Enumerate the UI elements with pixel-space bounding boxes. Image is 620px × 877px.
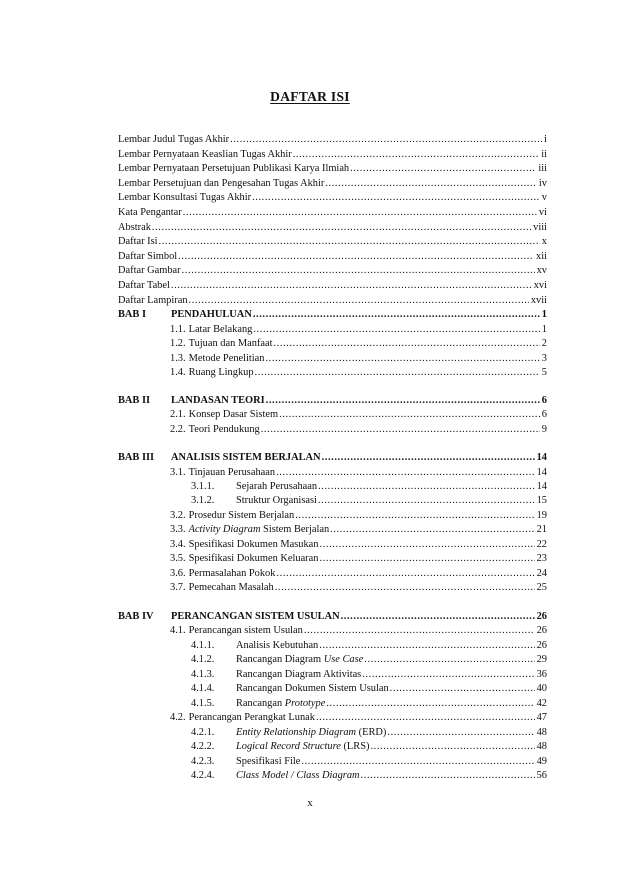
- toc-row: [118, 221, 547, 234]
- entry-title: [189, 337, 273, 350]
- entry-title: [236, 726, 386, 739]
- toc-row: [191, 697, 547, 710]
- page-ref: 42: [536, 698, 547, 709]
- section-number: 1.1.: [170, 324, 186, 335]
- page-ref: 6: [541, 409, 547, 420]
- page-ref: 47: [536, 712, 547, 723]
- entry-title: [189, 323, 253, 336]
- entry-title: [118, 221, 151, 234]
- section-number: 4.1.: [170, 625, 186, 636]
- entry-title-text: Tujuan dan Manfaat: [188, 338, 273, 349]
- entry-title-italic: Activity Diagram: [188, 524, 261, 535]
- entry-title: [118, 206, 182, 219]
- entry-title: [118, 148, 292, 161]
- entry-title-text: Spesifikasi Dokumen Keluaran: [188, 553, 319, 564]
- dot-leader: [326, 697, 534, 710]
- page-ref: iii: [538, 163, 547, 174]
- entry-title-text: Rancangan Diagram Aktivitas: [236, 669, 362, 680]
- entry-title-text: PERANCANGAN SISTEM USULAN: [171, 611, 340, 622]
- section-number: 3.1.: [170, 467, 186, 478]
- dot-leader: [276, 466, 535, 479]
- toc-row: [191, 726, 547, 739]
- page-ref: 26: [536, 625, 547, 636]
- toc-chapter-row: [118, 451, 547, 464]
- toc-chapter-row: [118, 308, 547, 321]
- entry-title-text: Spesifikasi File: [236, 756, 301, 767]
- page-ref: 40: [536, 683, 547, 694]
- page-ref: 15: [536, 495, 547, 506]
- section-number: 4.1.3.: [191, 669, 215, 680]
- entry-title-text: Kata Pengantar: [118, 207, 182, 218]
- dot-leader: [253, 323, 539, 336]
- entry-title: [118, 133, 229, 146]
- entry-title-italic: Use Case: [323, 654, 364, 665]
- page-ref: 48: [536, 727, 547, 738]
- page-ref: ii: [541, 149, 547, 160]
- entry-title: [189, 366, 254, 379]
- entry-title: [118, 235, 158, 248]
- entry-title-text: Prosedur Sistem Berjalan: [188, 510, 295, 521]
- entry-title-text: Daftar Isi: [118, 236, 158, 247]
- entry-title-text: Latar Belakang: [188, 324, 253, 335]
- toc-row: [170, 552, 547, 565]
- entry-title-text: (LRS): [340, 741, 370, 752]
- entry-title: [171, 308, 252, 321]
- section-number: 1.4.: [170, 367, 186, 378]
- page-ref: 1: [541, 309, 547, 320]
- page-ref: xvii: [530, 295, 547, 306]
- entry-title: [236, 682, 389, 695]
- page-ref: i: [544, 134, 547, 145]
- dot-leader: [370, 740, 534, 753]
- entry-title-text: Pemecahan Masalah: [188, 582, 274, 593]
- section-number: 1.3.: [170, 353, 186, 364]
- toc-row: [191, 769, 547, 782]
- dot-leader: [152, 221, 531, 234]
- dot-leader: [265, 352, 539, 365]
- dot-leader: [330, 523, 534, 536]
- dot-leader: [319, 538, 534, 551]
- page-ref: 49: [536, 756, 547, 767]
- entry-title-text: Perancangan sistem Usulan: [188, 625, 303, 636]
- page-ref: x: [541, 236, 547, 247]
- toc-row: [191, 668, 547, 681]
- entry-title-text: Struktur Organisasi: [236, 495, 317, 506]
- toc-row: [191, 682, 547, 695]
- entry-title-text: Metode Penelitian: [188, 353, 265, 364]
- toc-row: [118, 250, 547, 263]
- entry-title: [236, 653, 363, 666]
- entry-title: [171, 394, 265, 407]
- page-ref: xv: [536, 265, 547, 276]
- toc-row: [170, 581, 547, 594]
- dot-leader: [293, 148, 540, 161]
- dot-leader: [319, 639, 534, 652]
- entry-title-text: Teori Pendukung: [188, 424, 260, 435]
- page-ref: v: [541, 192, 547, 203]
- dot-leader: [279, 408, 540, 421]
- entry-title-text: Tinjauan Perusahaan: [188, 467, 276, 478]
- toc-row: [170, 337, 547, 350]
- section-number: 3.6.: [170, 568, 186, 579]
- dot-leader: [189, 294, 529, 307]
- entry-title-text: Sistem Berjalan: [260, 524, 330, 535]
- toc-chapter-row: [118, 394, 547, 407]
- dot-leader: [275, 581, 535, 594]
- page-ref: 21: [536, 524, 547, 535]
- entry-title: [189, 352, 265, 365]
- entry-title: [236, 697, 325, 710]
- page-ref: 14: [536, 481, 547, 492]
- entry-title: [189, 466, 275, 479]
- dot-leader: [387, 726, 534, 739]
- page-number: x: [307, 797, 313, 809]
- page-ref: 36: [536, 669, 547, 680]
- section-number: 3.4.: [170, 539, 186, 550]
- entry-title-text: LANDASAN TEORI: [171, 395, 265, 406]
- entry-title-text: Spesifikasi Dokumen Masukan: [188, 539, 319, 550]
- entry-title: [171, 610, 340, 623]
- page-ref: 25: [536, 582, 547, 593]
- entry-title: [189, 538, 319, 551]
- entry-title: [118, 177, 324, 190]
- page-ref: 5: [541, 367, 547, 378]
- dot-leader: [171, 279, 532, 292]
- entry-title: [118, 294, 188, 307]
- entry-title-italic: Class Model / Class Diagram: [236, 770, 360, 781]
- page-ref: 6: [541, 395, 547, 406]
- dot-leader: [261, 423, 540, 436]
- entry-title: [189, 711, 315, 724]
- entry-title-text: (ERD): [356, 727, 387, 738]
- entry-title: [189, 509, 295, 522]
- dot-leader: [252, 191, 540, 204]
- section-number: 2.1.: [170, 409, 186, 420]
- section-number: 4.1.2.: [191, 654, 215, 665]
- page-title: DAFTAR ISI: [270, 89, 350, 104]
- page-ref: 26: [536, 611, 547, 622]
- toc-row: [170, 323, 547, 336]
- page-ref: vi: [538, 207, 547, 218]
- entry-title-text: Rancangan Diagram: [236, 654, 324, 665]
- entry-title: [236, 769, 360, 782]
- entry-title-text: Lembar Persetujuan dan Pengesahan Tugas Akhir: [118, 178, 325, 189]
- toc-row: [118, 264, 547, 277]
- dot-leader: [253, 308, 540, 321]
- dot-leader: [230, 133, 542, 146]
- entry-title: [236, 494, 317, 507]
- toc-row: [191, 494, 547, 507]
- page-ref: 22: [536, 539, 547, 550]
- dot-leader: [295, 509, 534, 522]
- entry-title: [236, 668, 361, 681]
- dot-leader: [350, 162, 536, 175]
- entry-title: [236, 480, 317, 493]
- toc-row: [191, 639, 547, 652]
- entry-title: [171, 451, 321, 464]
- page-ref: 48: [536, 741, 547, 752]
- section-number: 4.1.5.: [191, 698, 215, 709]
- section-number: 4.1.1.: [191, 640, 215, 651]
- dot-leader: [182, 264, 535, 277]
- page-ref: 1: [541, 324, 547, 335]
- chapter-label: BAB I: [118, 309, 147, 320]
- entry-title-text: Rancangan Dokumen Sistem Usulan: [236, 683, 389, 694]
- dot-leader: [183, 206, 537, 219]
- dot-leader: [319, 552, 534, 565]
- toc-row: [191, 740, 547, 753]
- toc-row: [170, 509, 547, 522]
- page-ref: 19: [536, 510, 547, 521]
- toc-row: [170, 408, 547, 421]
- entry-title-text: Daftar Simbol: [118, 251, 178, 262]
- toc-row: [170, 423, 547, 436]
- section-number: 2.2.: [170, 424, 186, 435]
- entry-title-text: ANALISIS SISTEM BERJALAN: [171, 452, 321, 463]
- dot-leader: [361, 769, 535, 782]
- entry-title-text: Daftar Tabel: [118, 280, 170, 291]
- toc-row: [170, 711, 547, 724]
- dot-leader: [362, 668, 534, 681]
- page-ref: 56: [536, 770, 547, 781]
- entry-title-text: Lembar Pernyataan Keaslian Tugas Akhir: [118, 149, 292, 160]
- entry-title-text: Konsep Dasar Sistem: [188, 409, 279, 420]
- toc-row: [170, 624, 547, 637]
- page-ref: 26: [536, 640, 547, 651]
- page-ref: 14: [536, 452, 547, 463]
- page-ref: 14: [536, 467, 547, 478]
- entry-title-italic: Entity Relationship Diagram: [236, 727, 357, 738]
- page-ref: 9: [541, 424, 547, 435]
- chapter-label: BAB II: [118, 395, 151, 406]
- dot-leader: [273, 337, 539, 350]
- page-ref: 2: [541, 338, 547, 349]
- dot-leader: [304, 624, 535, 637]
- entry-title-text: Lembar Judul Tugas Akhir: [118, 134, 230, 145]
- toc-row: [118, 279, 547, 292]
- entry-title: [189, 552, 319, 565]
- dot-leader: [390, 682, 535, 695]
- entry-title: [189, 523, 330, 536]
- section-number: 3.2.: [170, 510, 186, 521]
- dot-leader: [301, 755, 534, 768]
- entry-title: [189, 624, 303, 637]
- entry-title-text: Analisis Kebutuhan: [236, 640, 319, 651]
- page-ref: 24: [536, 568, 547, 579]
- section-number: 3.1.2.: [191, 495, 215, 506]
- toc-row: [118, 148, 547, 161]
- entry-title-text: Rancangan: [236, 698, 285, 709]
- page-ref: iv: [538, 178, 547, 189]
- entry-title: [118, 191, 251, 204]
- toc-row: [118, 162, 547, 175]
- chapter-label: BAB III: [118, 452, 155, 463]
- entry-title-text: Ruang Lingkup: [188, 367, 254, 378]
- toc-chapter-row: [118, 610, 547, 623]
- section-number: 3.1.1.: [191, 481, 215, 492]
- page-ref: xvi: [533, 280, 547, 291]
- toc-row: [191, 480, 547, 493]
- toc-row: [170, 523, 547, 536]
- toc-row: [170, 352, 547, 365]
- dot-leader: [325, 177, 537, 190]
- section-number: 4.1.4.: [191, 683, 215, 694]
- section-number: 4.2.2.: [191, 741, 215, 752]
- dot-leader: [322, 451, 535, 464]
- page-ref: xii: [536, 251, 547, 262]
- entry-title-text: Daftar Lampiran: [118, 295, 188, 306]
- dot-leader: [316, 711, 535, 724]
- entry-title-italic: Logical Record Structure: [236, 741, 341, 752]
- entry-title-text: Lembar Pernyataan Persetujuan Publikasi Karya Ilmiah: [118, 163, 350, 174]
- dot-leader: [159, 235, 540, 248]
- dot-leader: [266, 394, 540, 407]
- entry-title-text: PENDAHULUAN: [171, 309, 252, 320]
- toc-row: [170, 366, 547, 379]
- toc-row: [118, 294, 547, 307]
- toc-row: [118, 177, 547, 190]
- toc-row: [191, 653, 547, 666]
- entry-title: [189, 567, 276, 580]
- toc-row: [170, 538, 547, 551]
- entry-title: [118, 279, 170, 292]
- entry-title-italic: Prototype: [284, 698, 326, 709]
- entry-title: [189, 581, 274, 594]
- section-number: 4.2.: [170, 712, 186, 723]
- dot-leader: [255, 366, 540, 379]
- section-number: 3.5.: [170, 553, 186, 564]
- dot-leader: [318, 494, 535, 507]
- entry-title: [118, 250, 177, 263]
- toc-row: [118, 235, 547, 248]
- section-number: 4.2.1.: [191, 727, 215, 738]
- entry-title: [236, 740, 369, 753]
- section-number: 1.2.: [170, 338, 186, 349]
- dot-leader: [341, 610, 535, 623]
- page-ref: 3: [541, 353, 547, 364]
- entry-title: [118, 264, 181, 277]
- section-number: 4.2.4.: [191, 770, 215, 781]
- dot-leader: [364, 653, 534, 666]
- toc-row: [170, 567, 547, 580]
- entry-title-text: Perancangan Perangkat Lunak: [188, 712, 315, 723]
- section-number: 3.7.: [170, 582, 186, 593]
- entry-title: [189, 423, 260, 436]
- page-ref: 29: [536, 654, 547, 665]
- chapter-label: BAB IV: [118, 611, 154, 622]
- toc-row: [118, 133, 547, 146]
- entry-title: [236, 755, 300, 768]
- entry-title-text: Lembar Konsultasi Tugas Akhir: [118, 192, 252, 203]
- dot-leader: [318, 480, 535, 493]
- toc-row: [170, 466, 547, 479]
- entry-title-text: Abstrak: [118, 222, 151, 233]
- toc-row: [118, 191, 547, 204]
- page-ref: 23: [536, 553, 547, 564]
- dot-leader: [276, 567, 534, 580]
- entry-title: [118, 162, 349, 175]
- dot-leader: [178, 250, 534, 263]
- page-ref: viii: [533, 222, 547, 233]
- entry-title: [189, 408, 278, 421]
- section-number: 4.2.3.: [191, 756, 215, 767]
- entry-title: [236, 639, 318, 652]
- entry-title-text: Sejarah Perusahaan: [236, 481, 318, 492]
- toc-row: [191, 755, 547, 768]
- toc-row: [118, 206, 547, 219]
- entry-title-text: Daftar Gambar: [118, 265, 181, 276]
- entry-title-text: Permasalahan Pokok: [188, 568, 276, 579]
- section-number: 3.3.: [170, 524, 186, 535]
